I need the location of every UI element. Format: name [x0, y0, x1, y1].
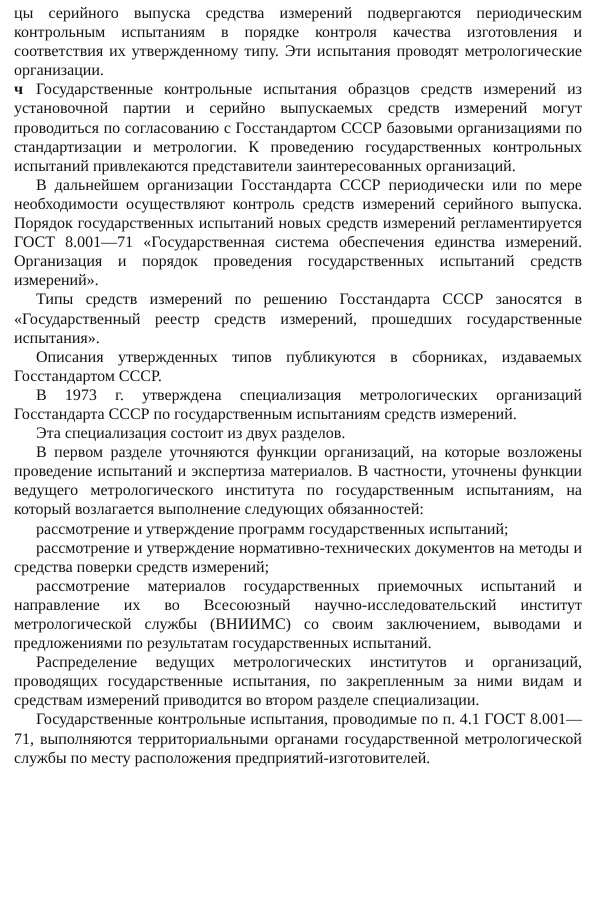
paragraph: В первом разделе уточняются функции организаций, на которые возложены проведение испытаний и экспертиза материалов. В частности, уточнены функции ведущего метрологического института по государственным испытаниям, на который возлагается выполнение следующих обязанностей: [14, 444, 582, 519]
margin-mark: ч [14, 81, 24, 99]
list-item: рассмотрение и утверждение нормативно-технических документов на методы и средства поверки средств измерений; [14, 539, 582, 576]
list-item: рассмотрение и утверждение программ государственных испытаний; [36, 520, 509, 538]
paragraph: Описания утвержденных типов публикуются в сборниках, издаваемых Госстандартом СССР. [14, 348, 582, 385]
paragraph: Типы средств измерений по решению Госстандарта СССР заносятся в «Государственный реестр средств измерений, прошедших государственные испытания». [14, 291, 582, 347]
paragraph: В 1973 г. утверждена специализация метрологических организаций Госстандарта СССР по государственным испытаниям средств измерений. [14, 386, 582, 423]
paragraph: В дальнейшем организации Госстандарта СССР периодически или по мере необходимости осуществляют контроль средств измерений серийного выпуска. Порядок государственных испытаний новых средств измерений регламентируется ГОСТ 8.001—71 «Государственная система обеспечения единства измерений. Организация и порядок проведения государственных испытаний средств измерений». [14, 176, 582, 290]
paragraph: Распределение ведущих метрологических институтов и организаций, проводящих государственные испытания, по закрепленным за ними видам и средствам измерений приводится во втором разделе специализации. [14, 654, 582, 710]
paragraph: Государственные контрольные испытания, проводимые по п. 4.1 ГОСТ 8.001—71, выполняются территориальными органами государственной метрологической службы по месту расположения предприятий-изготовителей. [14, 711, 582, 767]
paragraph-text: Государственные контрольные испытания образцов средств измерений из установочной партии и серийно выпускаемых средств измерений могут проводиться по согласованию с Госстандартом СССР базовыми организациями по стандартизации и метрологии. К проведению государственных контрольных испытаний привлекаются представители заинтересованных организаций. [14, 81, 582, 175]
document-page [14, 4, 582, 768]
paragraph: Эта специализация состоит из двух разделов. [36, 425, 346, 443]
paragraph: цы серийного выпуска средства измерений подвергаются периодическим контрольным испытаниям в порядке контроля качества изготовления и соответствия их утвержденному типу. Эти испытания проводят метрологические организации. [14, 5, 582, 80]
list-item: рассмотрение материалов государственных приемочных испытаний и направление их во Всесоюзный научно-исследовательский институт метрологической службы (ВНИИМС) со своим заключением, выводами и предложениями по результатам государственных испытаний. [14, 577, 582, 653]
paragraph [14, 80, 582, 175]
